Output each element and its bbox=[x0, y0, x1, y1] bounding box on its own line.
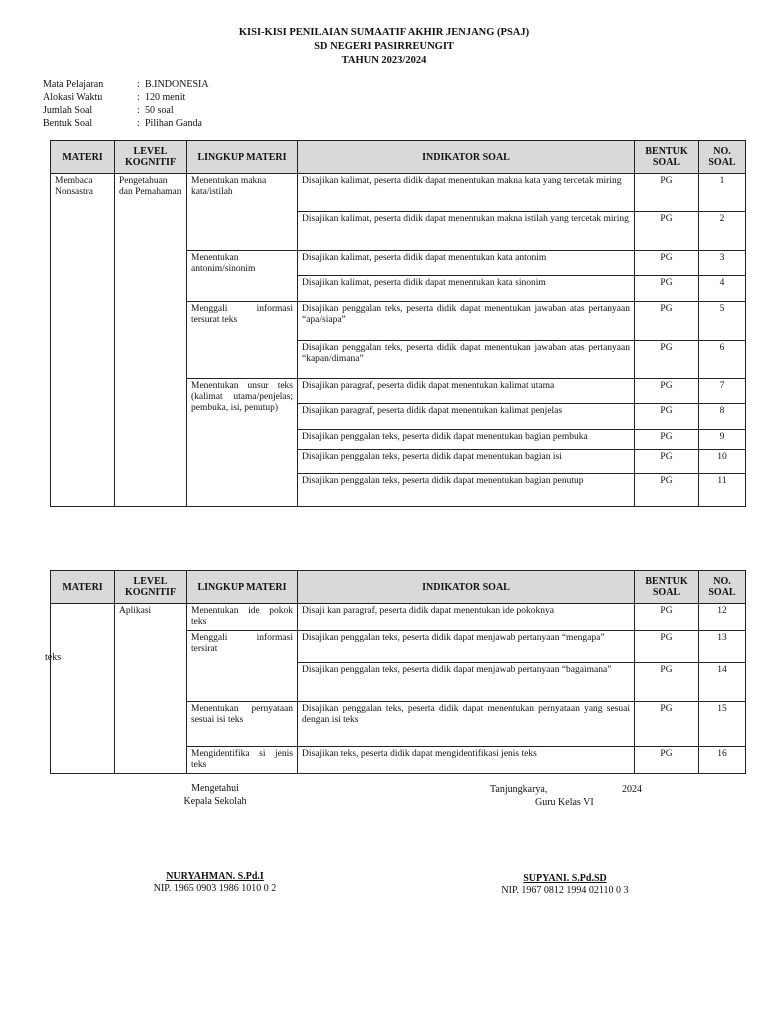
lingkup-cell: Menentukan unsur teks (kalimat utama/penjelas; pembuka, isi, penutup) bbox=[187, 379, 298, 507]
indikator-cell: Disajikan penggalan teks, peserta didik dapat menentukan jawaban atas pertanyaan “kapan/dimana” bbox=[298, 341, 635, 379]
meta-value: 120 menit bbox=[145, 92, 186, 103]
meta-separator: : bbox=[137, 79, 140, 90]
indikator-cell: Disajikan kalimat, peserta didik dapat menentukan kata sinonim bbox=[298, 276, 635, 302]
materi-cell bbox=[51, 604, 115, 774]
indikator-cell: Disajikan penggalan teks, peserta didik dapat menentukan bagian isi bbox=[298, 450, 635, 474]
kisi-kisi-table-2 bbox=[50, 570, 746, 774]
bentuk-cell: PG bbox=[635, 450, 699, 474]
level-cell: Aplikasi bbox=[115, 604, 187, 774]
bentuk-cell: PG bbox=[635, 404, 699, 430]
header-no-line1: NO. bbox=[713, 576, 731, 587]
bentuk-cell: PG bbox=[635, 663, 699, 702]
header-materi: MATERI bbox=[51, 571, 115, 604]
bentuk-cell: PG bbox=[635, 430, 699, 450]
signature-left-name: NURYAHMAN. S.Pd.I bbox=[166, 871, 264, 882]
bentuk-cell: PG bbox=[635, 174, 699, 212]
meta-row bbox=[43, 79, 343, 91]
meta-value: Pilihan Ganda bbox=[145, 118, 202, 129]
signature-right-name: SUPYANI. S.Pd.SD bbox=[523, 873, 607, 884]
bentuk-cell: PG bbox=[635, 212, 699, 251]
meta-value: 50 soal bbox=[145, 105, 174, 116]
meta-row bbox=[43, 105, 343, 117]
no-cell: 9 bbox=[699, 430, 746, 450]
table-header-row bbox=[51, 571, 746, 604]
lingkup-cell: Menentukan makna kata/istilah bbox=[187, 174, 298, 251]
no-cell: 11 bbox=[699, 474, 746, 507]
bentuk-cell: PG bbox=[635, 276, 699, 302]
indikator-cell: Disajikan kalimat, peserta didik dapat menentukan makna istilah yang tercetak miring bbox=[298, 212, 635, 251]
signature-right-place: Tanjungkarya, bbox=[490, 784, 548, 795]
no-cell: 2 bbox=[699, 212, 746, 251]
table-row bbox=[51, 604, 746, 631]
materi-side-label: teks bbox=[45, 652, 62, 663]
signature-left-line1: Mengetahui bbox=[191, 783, 239, 794]
header-lingkup: LINGKUP MATERI bbox=[187, 141, 298, 174]
no-cell: 8 bbox=[699, 404, 746, 430]
bentuk-cell: PG bbox=[635, 341, 699, 379]
header-no-line2: SOAL bbox=[708, 157, 736, 168]
header-no bbox=[699, 141, 746, 174]
indikator-cell: Disajikan kalimat, peserta didik dapat menentukan kata antonim bbox=[298, 251, 635, 276]
no-cell: 6 bbox=[699, 341, 746, 379]
lingkup-cell: Menggali informasi tersurat teks bbox=[187, 302, 298, 379]
no-cell: 3 bbox=[699, 251, 746, 276]
header-bentuk-line1: BENTUK bbox=[645, 576, 688, 587]
meta-value: B.INDONESIA bbox=[145, 79, 209, 90]
header-bentuk-line2: SOAL bbox=[652, 587, 681, 598]
meta-separator: : bbox=[137, 105, 140, 116]
header-level-line2: KOGNITIF bbox=[124, 157, 177, 168]
header-indikator: INDIKATOR SOAL bbox=[298, 571, 635, 604]
meta-info bbox=[43, 79, 343, 131]
header-bentuk-line1: BENTUK bbox=[645, 146, 688, 157]
header-bentuk bbox=[635, 141, 699, 174]
bentuk-cell: PG bbox=[635, 379, 699, 404]
no-cell: 12 bbox=[699, 604, 746, 631]
header-lingkup: LINGKUP MATERI bbox=[187, 571, 298, 604]
indikator-cell: Disajikan penggalan teks, peserta didik dapat menentukan pernyataan yang sesuai dengan isi teks bbox=[298, 702, 635, 747]
indikator-cell: Disajikan paragraf, peserta didik dapat menentukan kalimat utama bbox=[298, 379, 635, 404]
meta-separator: : bbox=[137, 92, 140, 103]
table-header-row bbox=[51, 141, 746, 174]
header-level bbox=[115, 141, 187, 174]
signature-right-role: Guru Kelas VI bbox=[535, 797, 594, 808]
header-materi: MATERI bbox=[51, 141, 115, 174]
indikator-cell: Disajikan penggalan teks, peserta didik dapat menjawab pertanyaan “bagaimana” bbox=[298, 663, 635, 702]
lingkup-cell: Mengidentifika si jenis teks bbox=[187, 747, 298, 774]
meta-row bbox=[43, 92, 343, 104]
header-no-line1: NO. bbox=[713, 146, 731, 157]
indikator-cell: Disajikan paragraf, peserta didik dapat menentukan kalimat penjelas bbox=[298, 404, 635, 430]
no-cell: 7 bbox=[699, 379, 746, 404]
indikator-cell: Disajikan penggalan teks, peserta didik dapat menentukan bagian pembuka bbox=[298, 430, 635, 450]
no-cell: 13 bbox=[699, 631, 746, 663]
header-no bbox=[699, 571, 746, 604]
lingkup-cell: Menggali informasi tersirat bbox=[187, 631, 298, 702]
indikator-cell: Disajikan teks, peserta didik dapat mengidentifikasi jenis teks bbox=[298, 747, 635, 774]
header-no-line2: SOAL bbox=[708, 587, 736, 598]
table-row bbox=[51, 174, 746, 212]
lingkup-cell: Menentukan antonim/sinonim bbox=[187, 251, 298, 302]
materi-cell: Membaca Nonsastra bbox=[51, 174, 115, 507]
no-cell: 10 bbox=[699, 450, 746, 474]
indikator-cell: Disajikan penggalan teks, peserta didik dapat menentukan jawaban atas pertanyaan “apa/siapa” bbox=[298, 302, 635, 341]
meta-label: Jumlah Soal bbox=[43, 105, 93, 116]
no-cell: 14 bbox=[699, 663, 746, 702]
bentuk-cell: PG bbox=[635, 251, 699, 276]
kisi-kisi-table-1 bbox=[50, 140, 746, 507]
meta-label: Bentuk Soal bbox=[43, 118, 93, 129]
header-indikator: INDIKATOR SOAL bbox=[298, 141, 635, 174]
lingkup-cell: Menentukan pernyataan sesuai isi teks bbox=[187, 702, 298, 747]
indikator-cell: Disajikan penggalan teks, peserta didik dapat menentukan bagian penutup bbox=[298, 474, 635, 507]
signature-right-year: 2024 bbox=[622, 784, 642, 795]
no-cell: 1 bbox=[699, 174, 746, 212]
header-level bbox=[115, 571, 187, 604]
level-cell: Pengetahuan dan Pemahaman bbox=[115, 174, 187, 507]
meta-label: Alokasi Waktu bbox=[43, 92, 103, 103]
header-level-line2: KOGNITIF bbox=[124, 587, 177, 598]
indikator-cell: Disajikan penggalan teks, peserta didik dapat menjawab pertanyaan “mengapa” bbox=[298, 631, 635, 663]
header-level-line1: LEVEL bbox=[133, 576, 168, 587]
bentuk-cell: PG bbox=[635, 604, 699, 631]
indikator-cell: Disajikan kalimat, peserta didik dapat menentukan makna kata yang tercetak miring bbox=[298, 174, 635, 212]
meta-row bbox=[43, 118, 343, 130]
signature-right-nip: NIP. 1967 0812 1994 02110 0 3 bbox=[501, 885, 629, 896]
no-cell: 15 bbox=[699, 702, 746, 747]
meta-separator: : bbox=[137, 118, 140, 129]
no-cell: 16 bbox=[699, 747, 746, 774]
no-cell: 4 bbox=[699, 276, 746, 302]
header-level-line1: LEVEL bbox=[133, 146, 168, 157]
indikator-cell: Disaji kan paragraf, peserta didik dapat menentukan ide pokoknya bbox=[298, 604, 635, 631]
meta-label: Mata Pelajaran bbox=[43, 79, 104, 90]
bentuk-cell: PG bbox=[635, 302, 699, 341]
document-title: KISI-KISI PENILAIAN SUMAATIF AKHIR JENJANG (PSAJ) bbox=[238, 27, 530, 38]
no-cell: 5 bbox=[699, 302, 746, 341]
bentuk-cell: PG bbox=[635, 631, 699, 663]
header-bentuk bbox=[635, 571, 699, 604]
signature-left-role: Kepala Sekolah bbox=[183, 796, 247, 807]
school-year: TAHUN 2023/2024 bbox=[341, 55, 427, 66]
lingkup-cell: Menentukan ide pokok teks bbox=[187, 604, 298, 631]
bentuk-cell: PG bbox=[635, 474, 699, 507]
school-name: SD NEGERI PASIRREUNGIT bbox=[314, 41, 454, 52]
signature-left-nip: NIP. 1965 0903 1986 1010 0 2 bbox=[153, 883, 277, 894]
bentuk-cell: PG bbox=[635, 747, 699, 774]
header-bentuk-line2: SOAL bbox=[652, 157, 681, 168]
bentuk-cell: PG bbox=[635, 702, 699, 747]
